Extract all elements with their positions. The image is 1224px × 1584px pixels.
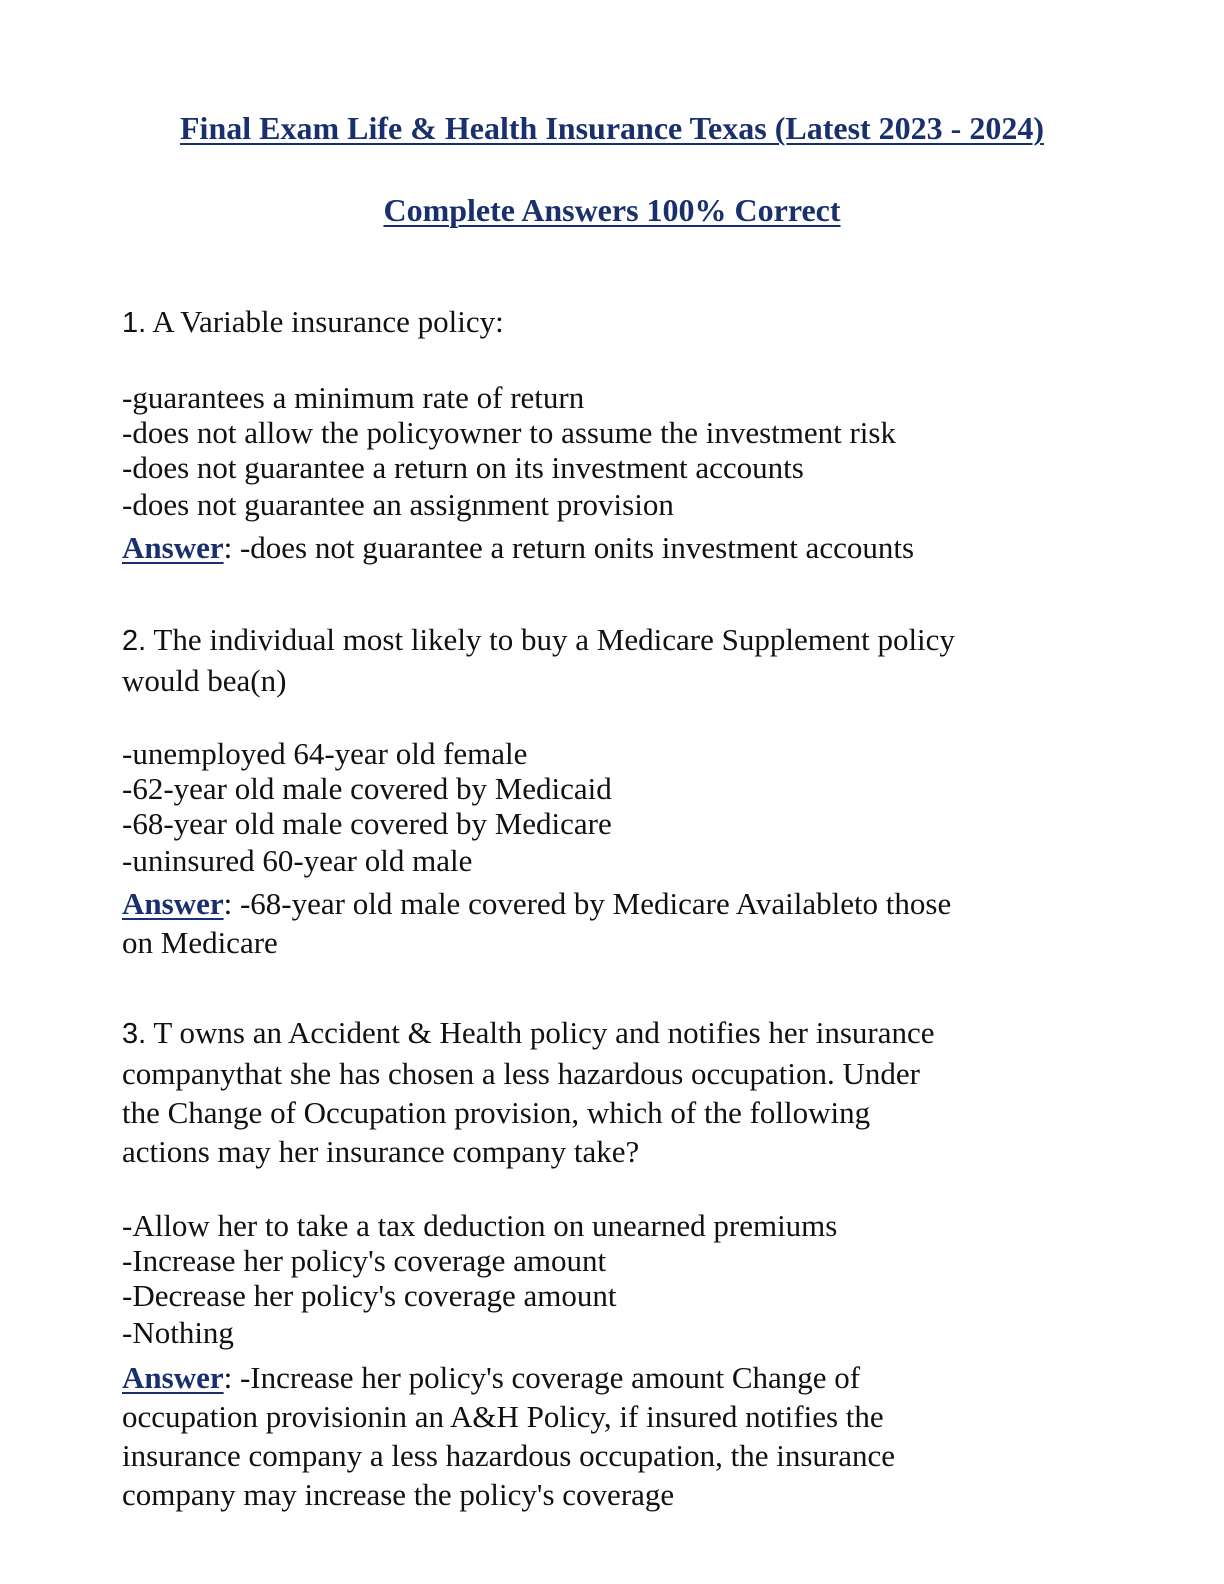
question-text: A Variable insurance policy: bbox=[152, 304, 504, 339]
option: -unemployed 64-year old female bbox=[122, 736, 528, 771]
question-3-prompt bbox=[122, 1013, 1122, 1171]
answer-text: insurance company a less hazardous occupation, the insurance bbox=[122, 1438, 895, 1473]
question-2-options bbox=[122, 736, 1122, 880]
answer-text: : -68-year old male covered by Medicare Availableto those bbox=[223, 886, 952, 921]
answer-label: Answer bbox=[122, 530, 224, 565]
option: -does not allow the policyowner to assume the investment risk bbox=[122, 415, 896, 450]
question-3-answer bbox=[122, 1358, 1122, 1514]
question-3-options bbox=[122, 1208, 1122, 1352]
document-title: Final Exam Life & Health Insurance Texas (Latest 2023 - 2024) bbox=[180, 110, 1044, 146]
question-text: T owns an Accident & Health policy and notifies her insurance bbox=[153, 1015, 935, 1050]
document-subtitle: Complete Answers 100% Correct bbox=[383, 192, 841, 228]
question-text: the Change of Occupation provision, which of the following bbox=[122, 1095, 871, 1130]
question-1-answer bbox=[122, 528, 1122, 567]
question-number: 1. bbox=[122, 307, 147, 339]
option: -does not guarantee a return on its investment accounts bbox=[122, 450, 804, 485]
question-1-options bbox=[122, 380, 1122, 524]
option: -Increase her policy's coverage amount bbox=[122, 1243, 607, 1278]
answer-text: occupation provisionin an A&H Policy, if insured notifies the bbox=[122, 1399, 884, 1434]
answer-text: : -does not guarantee a return onits investment accounts bbox=[223, 530, 915, 565]
option: -62-year old male covered by Medicaid bbox=[122, 771, 612, 806]
option: -uninsured 60-year old male bbox=[122, 843, 473, 878]
question-text: companythat she has chosen a less hazardous occupation. Under bbox=[122, 1056, 920, 1091]
question-text: The individual most likely to buy a Medicare Supplement policy bbox=[153, 622, 955, 657]
question-text: actions may her insurance company take? bbox=[122, 1134, 640, 1169]
question-text: would bea(n) bbox=[122, 663, 287, 698]
option: -68-year old male covered by Medicare bbox=[122, 806, 612, 841]
option: -does not guarantee an assignment provision bbox=[122, 487, 674, 522]
answer-label: Answer bbox=[122, 886, 224, 921]
question-2-prompt bbox=[122, 620, 1122, 700]
answer-text: company may increase the policy's coverage bbox=[122, 1477, 675, 1512]
question-number: 2. bbox=[122, 625, 147, 657]
option: -Decrease her policy's coverage amount bbox=[122, 1278, 617, 1313]
option: -guarantees a minimum rate of return bbox=[122, 380, 585, 415]
question-1-prompt bbox=[122, 302, 1122, 343]
answer-label: Answer bbox=[122, 1360, 224, 1395]
option: -Allow her to take a tax deduction on unearned premiums bbox=[122, 1208, 838, 1243]
question-number: 3. bbox=[122, 1018, 147, 1050]
question-2-answer bbox=[122, 884, 1122, 962]
option: -Nothing bbox=[122, 1315, 234, 1350]
answer-text: on Medicare bbox=[122, 925, 278, 960]
answer-text: : -Increase her policy's coverage amount Change of bbox=[223, 1360, 861, 1395]
